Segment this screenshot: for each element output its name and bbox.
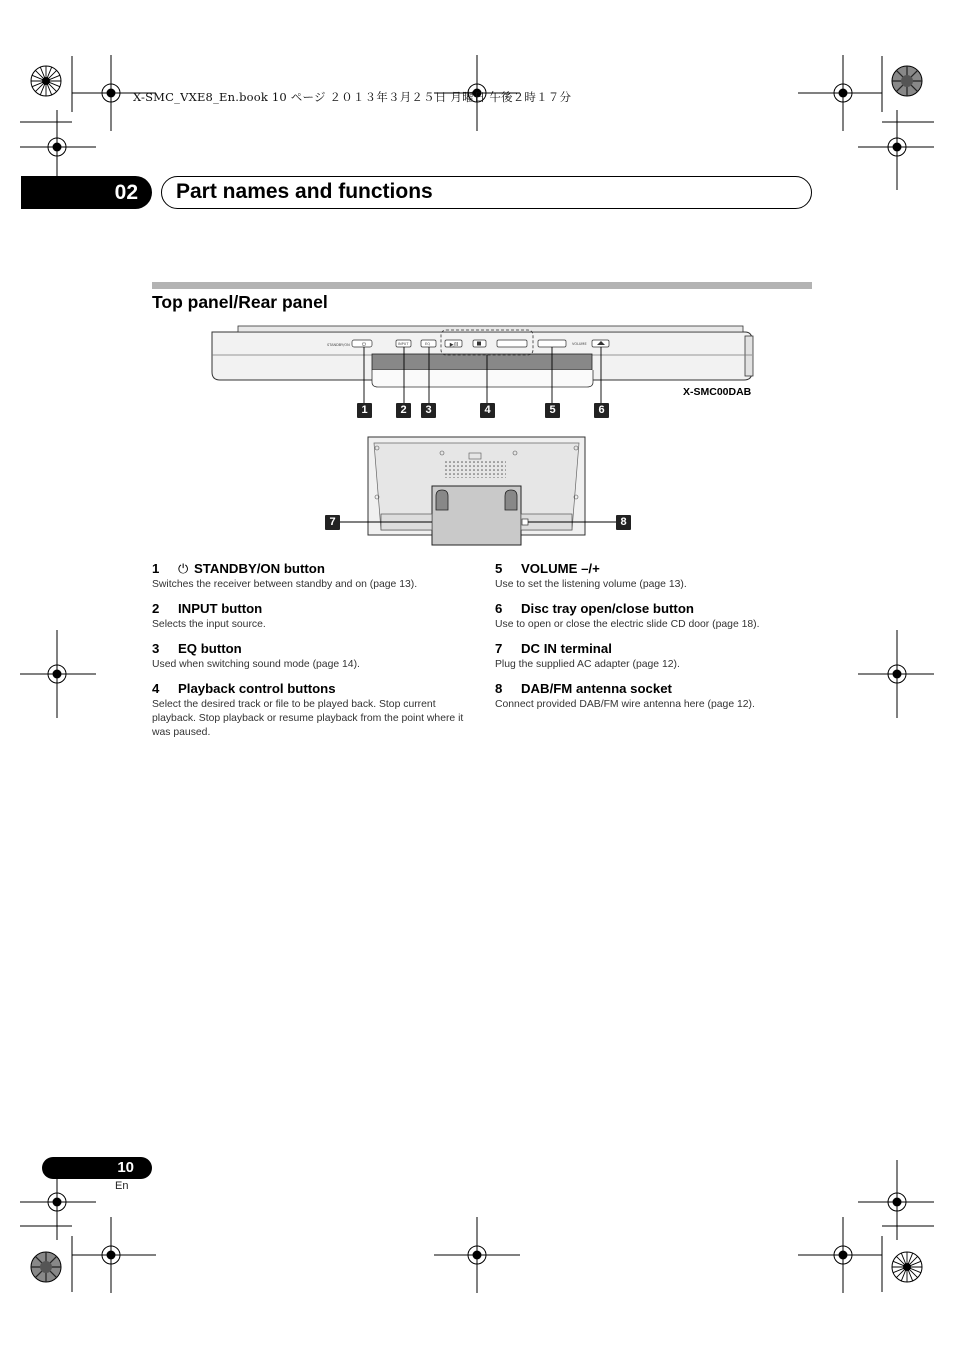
item-title: DAB/FM antenna socket <box>521 681 672 696</box>
item-description: Connect provided DAB/FM wire antenna here (page 12). <box>495 699 755 710</box>
item-disc-tray <box>495 601 825 632</box>
item-eq <box>152 641 482 672</box>
item-title: Playback control buttons <box>178 681 336 696</box>
callout-1: 1 <box>357 403 372 418</box>
svg-text:▶/II: ▶/II <box>449 342 459 348</box>
item-playback <box>152 681 470 740</box>
item-title: EQ button <box>178 641 242 656</box>
item-description: Plug the supplied AC adapter (page 12). <box>495 659 680 670</box>
panel-label-input: INPUT <box>398 342 409 346</box>
item-description: Use to set the listening volume (page 13). <box>495 579 687 590</box>
callout-6: 6 <box>594 403 609 418</box>
item-input <box>152 601 482 632</box>
item-description: Selects the input source. <box>152 619 266 630</box>
item-standby-on <box>152 561 482 592</box>
page-language: En <box>115 1180 129 1192</box>
item-title: Disc tray open/close button <box>521 601 694 616</box>
item-number: 6 <box>495 601 503 616</box>
print-header-text: X-SMC_VXE8_En.book 10 ページ ２０１３年３月２５日 月曜日 午後２時１７分 <box>133 90 572 104</box>
item-number: 4 <box>152 681 160 696</box>
item-description: Use to open or close the electric slide CD door (page 18). <box>495 619 760 630</box>
callout-3: 3 <box>421 403 436 418</box>
item-title: STANDBY/ON button <box>194 561 325 576</box>
item-description: Select the desired track or file to be played back. Stop current playback. Stop playback or resume playback from the point where it was paused. <box>152 699 464 738</box>
callout-4: 4 <box>480 403 495 418</box>
chapter-title: Part names and functions <box>176 180 433 203</box>
callout-2: 2 <box>396 403 411 418</box>
panel-label-volume: VOLUME <box>572 342 587 346</box>
panel-label-standby: STANDBY/ON <box>327 343 350 347</box>
chapter-number-badge: 02 <box>21 176 152 209</box>
item-number: 7 <box>495 641 503 656</box>
page-number: 10 <box>42 1157 152 1179</box>
item-title: DC IN terminal <box>521 641 612 656</box>
item-number: 2 <box>152 601 160 616</box>
item-description: Switches the receiver between standby and on (page 13). <box>152 579 418 590</box>
section-title: Top panel/Rear panel <box>152 292 328 312</box>
model-label: X-SMC00DAB <box>683 386 752 398</box>
power-icon: ⏻ <box>178 561 189 576</box>
callout-8: 8 <box>616 515 631 530</box>
item-dc-in <box>495 641 825 672</box>
item-number: 8 <box>495 681 503 696</box>
item-title: VOLUME –/+ <box>521 561 600 576</box>
item-title: INPUT button <box>178 601 263 616</box>
item-antenna <box>495 681 825 712</box>
svg-text:⏻: ⏻ <box>362 342 366 348</box>
item-number: 1 <box>152 561 160 576</box>
item-description: Used when switching sound mode (page 14). <box>152 659 360 670</box>
panel-label-eq: EQ <box>425 342 430 346</box>
item-volume <box>495 561 825 592</box>
callout-5: 5 <box>545 403 560 418</box>
callout-7: 7 <box>325 515 340 530</box>
item-number: 5 <box>495 561 503 576</box>
item-number: 3 <box>152 641 160 656</box>
